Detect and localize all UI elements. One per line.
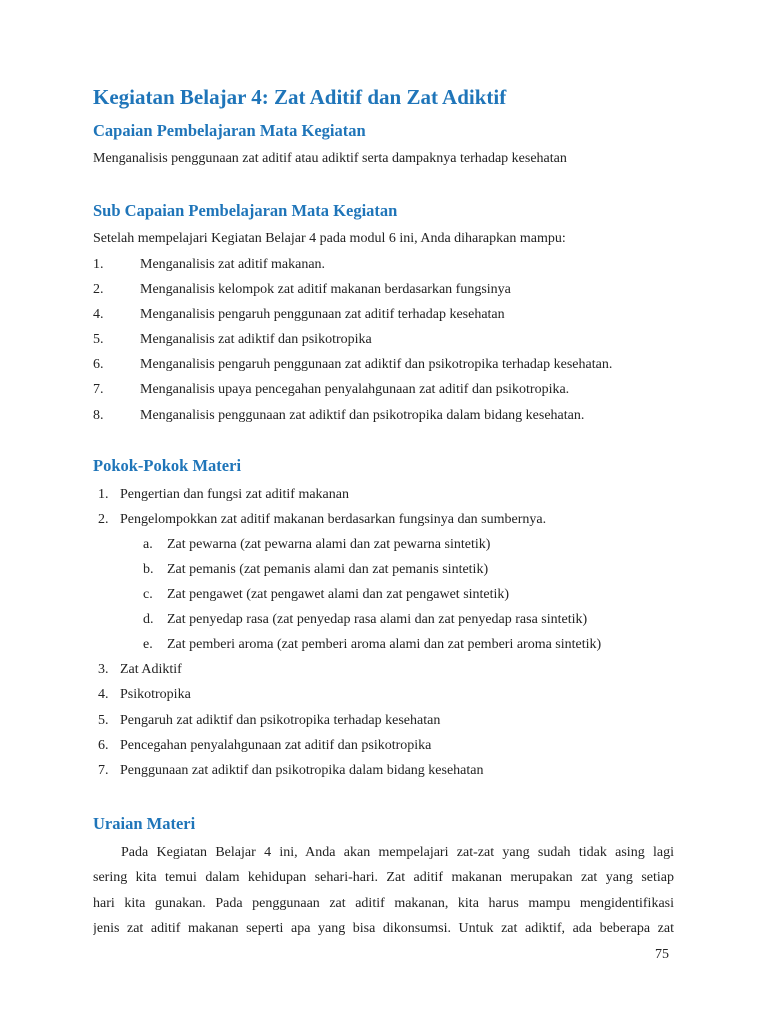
list-item-number: 7.: [93, 382, 104, 397]
list-item: Penggunaan zat adiktif dan psikotropika dalam bidang kesehatan: [120, 763, 484, 778]
sub-list-item: Zat pewarna (zat pewarna alami dan zat pewarna sintetik): [167, 537, 491, 552]
list-item: Zat Adiktif: [120, 662, 182, 677]
list-item: Menganalisis kelompok zat aditif makanan berdasarkan fungsinya: [140, 282, 511, 297]
paragraph-line: hari kita gunakan. Pada penggunaan zat aditif makanan, kita harus mampu mengidentifikasi: [93, 895, 674, 911]
list-item-number: 6.: [98, 738, 109, 753]
list-item-number: 1.: [98, 487, 109, 502]
sub-list-item: Zat pemanis (zat pemanis alami dan zat pemanis sintetik): [167, 562, 489, 577]
sub-list-item: Zat penyedap rasa (zat penyedap rasa alami dan zat penyedap rasa sintetik): [167, 612, 588, 627]
list-item-number: 8.: [93, 408, 104, 423]
list-item-number: 3.: [98, 662, 109, 677]
list-item: Menganalisis zat aditif makanan.: [140, 257, 326, 272]
list-item-number: 6.: [93, 357, 104, 372]
page-number: 75: [655, 947, 669, 962]
sub-list-item-letter: c.: [143, 587, 153, 602]
uraian-heading: Uraian Materi: [93, 814, 196, 833]
list-item-number: 5.: [93, 332, 104, 347]
list-item: Menganalisis pengaruh penggunaan zat adiktif dan psikotropika terhadap kesehatan.: [140, 357, 613, 372]
list-item: Pengertian dan fungsi zat aditif makanan: [120, 487, 349, 502]
list-item: Menganalisis zat adiktif dan psikotropika: [140, 332, 372, 347]
list-item-number: 1.: [93, 257, 104, 272]
page-title: Kegiatan Belajar 4: Zat Aditif dan Zat Adiktif: [93, 85, 507, 109]
sub-list-item: Zat pengawet (zat pengawet alami dan zat pengawet sintetik): [167, 587, 510, 602]
sub-list-item-letter: b.: [143, 562, 154, 577]
list-item-number: 4.: [98, 687, 109, 702]
pokok-heading: Pokok-Pokok Materi: [93, 456, 242, 475]
list-item: Menganalisis penggunaan zat adiktif dan psikotropika dalam bidang kesehatan.: [140, 408, 585, 423]
sub-capaian-heading: Sub Capaian Pembelajaran Mata Kegiatan: [93, 201, 398, 220]
list-item: Menganalisis upaya pencegahan penyalahgunaan zat aditif dan psikotropika.: [140, 382, 570, 397]
sub-list-item: Zat pemberi aroma (zat pemberi aroma alami dan zat pemberi aroma sintetik): [167, 637, 602, 652]
list-item: Psikotropika: [120, 687, 191, 702]
list-item: Menganalisis pengaruh penggunaan zat aditif terhadap kesehatan: [140, 307, 505, 322]
capaian-text: Menganalisis penggunaan zat aditif atau adiktif serta dampaknya terhadap kesehatan: [93, 151, 567, 166]
list-item-number: 2.: [93, 282, 104, 297]
list-item: Pengaruh zat adiktif dan psikotropika terhadap kesehatan: [120, 713, 441, 728]
list-item-number: 7.: [98, 763, 109, 778]
paragraph-line: sering kita temui dalam kehidupan sehari-hari. Zat aditif makanan merupakan zat yang setiap: [93, 870, 674, 886]
paragraph-line: Pada Kegiatan Belajar 4 ini, Anda akan mempelajari zat-zat yang sudah tidak asing lagi: [121, 845, 674, 860]
list-item: Pencegahan penyalahgunaan zat aditif dan psikotropika: [120, 738, 432, 753]
paragraph-line: jenis zat aditif makanan seperti apa yang bisa dikonsumsi. Untuk zat adiktif, ada beberapa zat: [93, 920, 674, 936]
sub-list-item-letter: d.: [143, 612, 154, 627]
sub-capaian-intro: Setelah mempelajari Kegiatan Belajar 4 pada modul 6 ini, Anda diharapkan mampu:: [93, 231, 566, 246]
list-item-number: 5.: [98, 713, 109, 728]
list-item-number: 2.: [98, 512, 109, 527]
capaian-heading: Capaian Pembelajaran Mata Kegiatan: [93, 121, 366, 140]
list-item: Pengelompokkan zat aditif makanan berdasarkan fungsinya dan sumbernya.: [120, 512, 547, 527]
list-item-number: 4.: [93, 307, 104, 322]
uraian-paragraph: [93, 840, 674, 941]
sub-list-item-letter: a.: [143, 537, 153, 552]
sub-list-item-letter: e.: [143, 637, 153, 652]
